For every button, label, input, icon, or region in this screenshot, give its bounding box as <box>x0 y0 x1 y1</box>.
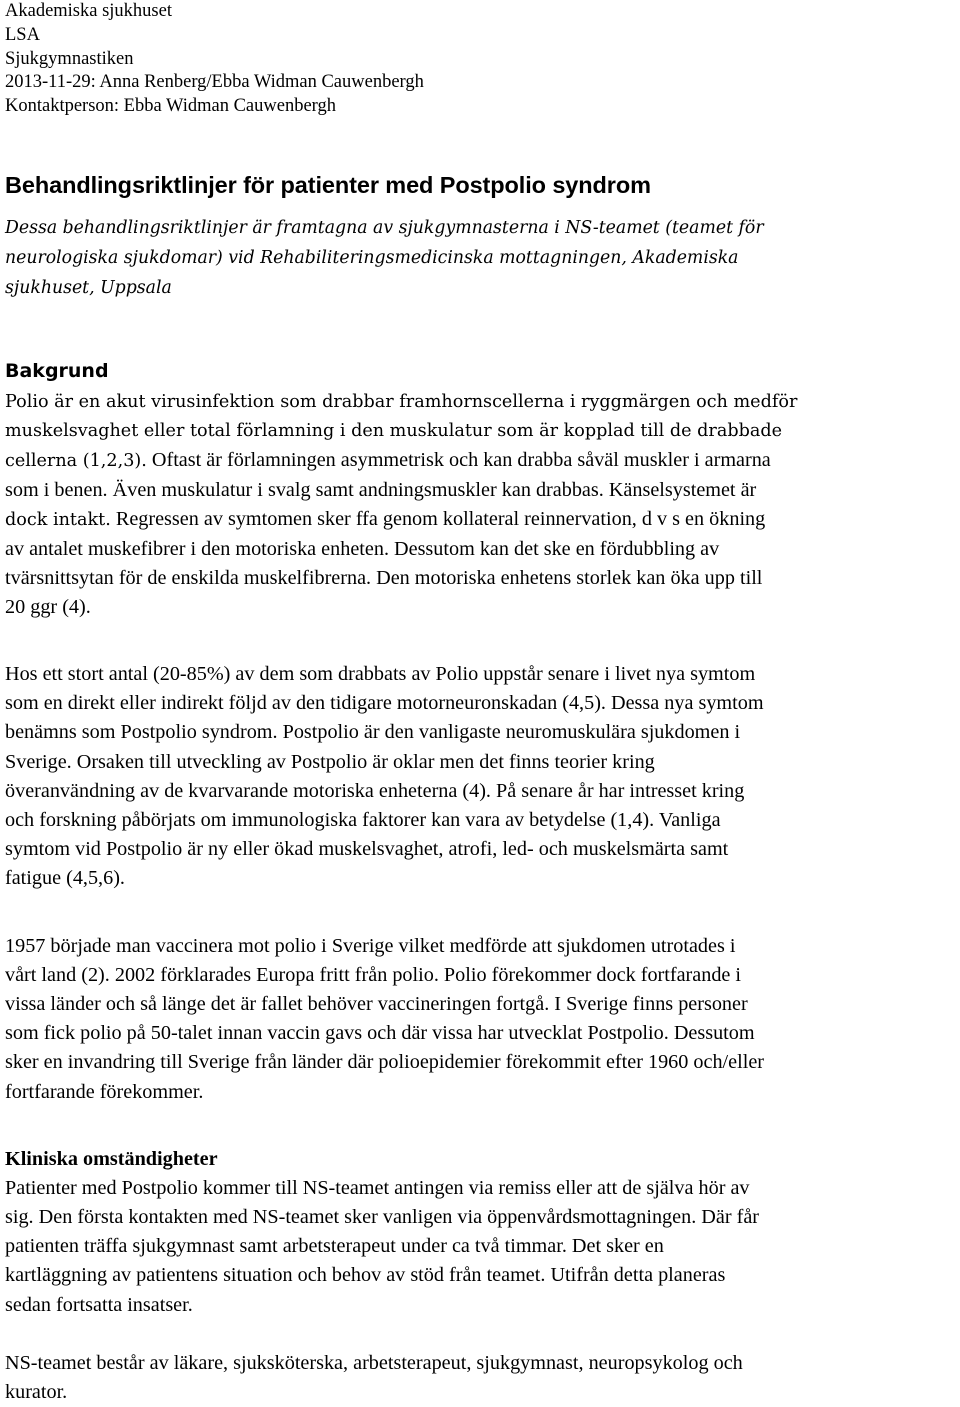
paragraph-line: benämns som Postpolio syndrom. Postpolio är den vanligaste neuromuskulära sjukdomen i <box>5 721 741 744</box>
section-heading-bakgrund: Bakgrund <box>5 359 109 382</box>
paragraph-line: fortfarande förekommer. <box>5 1080 204 1103</box>
paragraph-line: NS-teamet består av läkare, sjuksköterska, arbetsterapeut, sjukgymnast, neuropsykolog och <box>5 1351 743 1374</box>
intro-line: neurologiska sjukdomar) vid Rehabiliteringsmedicinska mottagningen, Akademiska <box>5 247 739 268</box>
paragraph-line: sedan fortsatta insatser. <box>5 1293 193 1316</box>
kliniska-paragraph-2 <box>5 1349 955 1407</box>
paragraph-line: som en direkt eller indirekt följd av den tidigare motorneuronskadan (4,5). Dessa nya symtom <box>5 692 764 715</box>
paragraph-line: symtom vid Postpolio är ny eller ökad muskelsvaghet, atrofi, led- och muskelsmärta samt <box>5 838 729 861</box>
intro-line: sjukhuset, Uppsala <box>5 277 172 298</box>
header-contact: Kontaktperson: Ebba Widman Cauwenbergh <box>5 96 336 117</box>
paragraph-line: av antalet muskefibrer i den motoriska enheten. Dessutom kan det ske en fördubbling av <box>5 537 720 560</box>
paragraph-line: sker en invandring till Sverige från länder där polioepidemier förekommit efter 1960 och/eller <box>5 1051 765 1074</box>
paragraph-line: 20 ggr (4). <box>5 595 91 618</box>
document-title: Behandlingsriktlinjer för patienter med Postpolio syndrom <box>5 171 651 198</box>
paragraph-line: som fick polio på 50-talet innan vaccin gavs och där vissa har utvecklat Postpolio. Dessutom <box>5 1022 755 1045</box>
document-page <box>5 0 955 1407</box>
paragraph-line: patienten träffa sjukgymnast samt arbetsterapeut under ca två timmar. Det sker en <box>5 1235 664 1258</box>
intro-line: Dessa behandlingsriktlinjer är framtagna av sjukgymnasterna i NS-teamet (teamet för <box>5 217 764 238</box>
paragraph-line: kurator. <box>5 1381 68 1404</box>
paragraph-line: tvärsnittsytan för de enskilda muskelfibrerna. Den motoriska enhetens storlek kan öka upp till <box>5 566 763 589</box>
kliniska-paragraph-1 <box>5 1174 955 1320</box>
paragraph-line: som i benen. Även muskulatur i svalg samt andningsmuskler kan drabbas. Känselsystemet är <box>5 478 757 501</box>
paragraph-line: fatigue (4,5,6). <box>5 867 125 890</box>
paragraph-line: överanvändning av de kvarvarande motoriska enheterna (4). På senare år har intresset kring <box>5 779 745 802</box>
bakgrund-paragraph-2 <box>5 660 955 894</box>
line-segment: Oftast är förlamningen asymmetrisk och kan drabba såväl muskler i armarna <box>146 448 771 471</box>
paragraph-line: sig. Den första kontakten med NS-teamet sker vanligen via öppenvårdsmottagningen. Där får <box>5 1206 760 1229</box>
paragraph-line <box>5 446 955 476</box>
header-hospital: Akademiska sjukhuset <box>5 1 172 21</box>
paragraph-line: muskelsvaghet eller total förlamning i den muskulatur som är kopplad till de drabbade <box>5 420 783 441</box>
paragraph-line: Polio är en akut virusinfektion som drabbar framhornscellerna i ryggmärgen och medför <box>5 391 798 412</box>
paragraph-line <box>5 505 955 535</box>
header-department: Sjukgymnastiken <box>5 48 134 69</box>
bakgrund-paragraph-3 <box>5 932 955 1107</box>
section-heading-kliniska: Kliniska omständigheter <box>5 1147 218 1170</box>
paragraph-line: kartläggning av patientens situation och behov av stöd från teamet. Utifrån detta planeras <box>5 1264 726 1287</box>
header-date-authors: 2013-11-29: Anna Renberg/Ebba Widman Cauwenbergh <box>5 72 424 93</box>
paragraph-line: Sverige. Orsaken till utveckling av Postpolio är oklar men det finns teorier kring <box>5 750 655 773</box>
paragraph-line: 1957 började man vaccinera mot polio i Sverige vilket medförde att sjukdomen utrotades i <box>5 934 736 957</box>
paragraph-line: vårt land (2). 2002 förklarades Europa fritt från polio. Polio förekommer dock fortfarande i <box>5 963 742 986</box>
line-segment: cellerna (1,2,3). <box>5 450 147 471</box>
bakgrund-paragraph-1 <box>5 388 955 622</box>
line-segment: Regressen av symtomen sker ffa genom kollateral reinnervation, d v s en ökning <box>110 507 766 530</box>
paragraph-line: vissa länder och så länge det är fallet behöver vaccineringen fortgå. I Sverige finns personer <box>5 993 748 1016</box>
paragraph-line: och forskning påbörjats om immunologiska faktorer kan vara av betydelse (1,4). Vanliga <box>5 809 721 831</box>
line-segment: dock intakt. <box>5 509 111 530</box>
header-unit: LSA <box>5 24 40 45</box>
intro-paragraph <box>5 213 955 303</box>
document-header <box>5 0 955 119</box>
paragraph-line: Hos ett stort antal (20-85%) av dem som drabbats av Polio uppstår senare i livet nya symtom <box>5 662 756 685</box>
paragraph-line: Patienter med Postpolio kommer till NS-teamet antingen via remiss eller att de själva hör av <box>5 1176 750 1199</box>
